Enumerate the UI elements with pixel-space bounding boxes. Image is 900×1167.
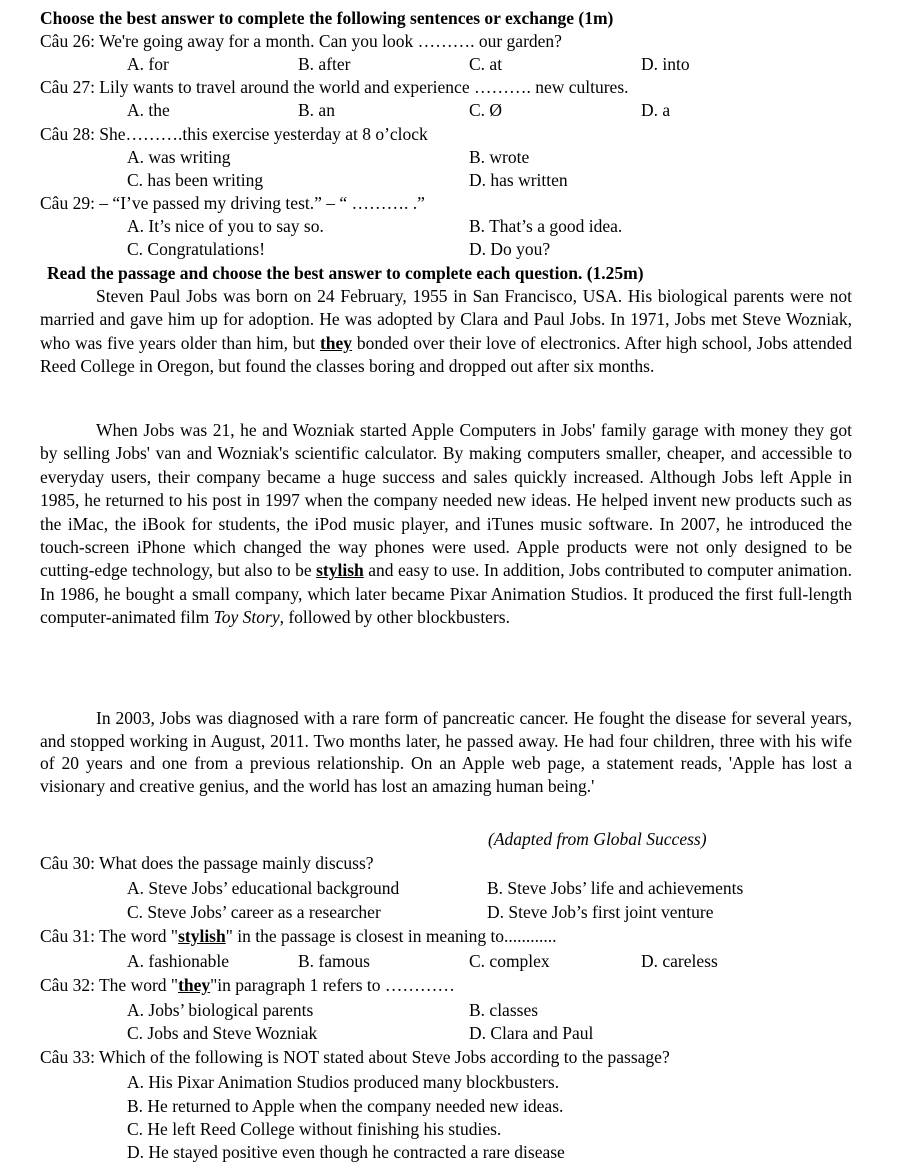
- q32-stem-a: Câu 32: The word ": [40, 975, 179, 995]
- q32-option-a[interactable]: A. Jobs’ biological parents: [127, 1000, 314, 1020]
- q28-stem: Câu 28: She……….this exercise yesterday at 8 o’clock: [40, 124, 428, 144]
- q32-option-d[interactable]: D. Clara and Paul: [469, 1023, 594, 1043]
- p1-text-a: Steven Paul Jobs was born on 24 February, 1955 in San Francisco, USA. His biological parents were not married and gave him up for adoption. He was adopted by Clara and Paul Jobs. In 1971, Jobs met Steve Wozniak, who was five years older than him, but: [40, 286, 852, 353]
- q28-option-d[interactable]: D. has written: [469, 170, 568, 190]
- q31-option-b[interactable]: B. famous: [298, 951, 370, 971]
- q26-option-c[interactable]: C. at: [469, 54, 503, 74]
- q33-option-a[interactable]: A. His Pixar Animation Studios produced many blockbusters.: [127, 1072, 560, 1092]
- q30-option-b[interactable]: B. Steve Jobs’ life and achievements: [487, 878, 744, 898]
- section1-heading: Choose the best answer to complete the following sentences or exchange (1m): [40, 8, 614, 28]
- q28-option-a[interactable]: A. was writing: [127, 147, 231, 167]
- q30-stem: Câu 30: What does the passage mainly discuss?: [40, 853, 374, 873]
- q27-stem: Câu 27: Lily wants to travel around the world and experience ………. new cultures.: [40, 77, 629, 97]
- q29-option-b[interactable]: B. That’s a good idea.: [469, 216, 623, 236]
- p1-word-they: they: [319, 332, 353, 353]
- q33-option-d[interactable]: D. He stayed positive even though he contracted a rare disease: [127, 1142, 565, 1162]
- q31-stem: [40, 925, 557, 947]
- q29-option-c[interactable]: C. Congratulations!: [127, 239, 266, 259]
- p2-text-a: When Jobs was 21, he and Wozniak started Apple Computers in Jobs' family garage with money they got by selling Jobs' van and Wozniak's scientific calculator. By making computers smaller, cheaper, and accessible to everyday users, their company became a huge success and sales quickly increased. Although Jobs left Apple in 1985, he returned to his post in 1997 when the company needed new ideas. He helped invent new products such as the iMac, the iBook for students, the iPod music player, and iTunes music software. In 2007, he introduced the touch-screen iPhone which changed the way phones were used. Apple products were not only designed to be cutting-edge technology, but also to be: [40, 420, 852, 581]
- q29-option-a[interactable]: A. It’s nice of you to say so.: [127, 216, 324, 236]
- q32-option-b[interactable]: B. classes: [469, 1000, 539, 1020]
- q32-option-c[interactable]: C. Jobs and Steve Wozniak: [127, 1023, 318, 1043]
- p3-text: In 2003, Jobs was diagnosed with a rare form of pancreatic cancer. He fought the disease for several years, and stopped working in August, 2011. Two months later, he passed away. He had four children, three with his wife of 20 years and one from a previous relationship. On an Apple web page, a statement reads, 'Apple has lost a visionary and creative genius, and the world has lost an amazing human being.': [40, 708, 852, 796]
- q31-stem-b: " in the passage is closest in meaning to............: [225, 926, 557, 946]
- p1-text-b: bonded over their love of electronics. After high school, Jobs attended Reed College in Oregon, but found the classes boring and dropped out after six months.: [40, 332, 853, 377]
- section2-heading: Read the passage and choose the best answer to complete each question. (1.25m): [47, 263, 644, 283]
- q33-option-b[interactable]: B. He returned to Apple when the company needed new ideas.: [127, 1096, 564, 1116]
- q26-option-d[interactable]: D. into: [641, 54, 690, 74]
- q31-option-a[interactable]: A. fashionable: [127, 951, 230, 971]
- q32-stem-b: "in paragraph 1 refers to …………: [210, 975, 455, 995]
- q32-stem: [40, 974, 455, 996]
- q29-stem: Câu 29: – “I’ve passed my driving test.” – “ ………. .”: [40, 193, 425, 213]
- q27-option-a[interactable]: A. the: [127, 100, 170, 120]
- p2-text-b: and easy to use. In addition, Jobs contributed to computer animation. In 1986, he bought a small company, which later became Pixar Animation Studios. It produced the first full-length computer-animated film: [40, 560, 852, 628]
- q31-option-c[interactable]: C. complex: [469, 951, 550, 971]
- passage-paragraph-3: [40, 707, 852, 797]
- q33-option-c[interactable]: C. He left Reed College without finishing his studies.: [127, 1119, 502, 1139]
- q28-option-c[interactable]: C. has been writing: [127, 170, 264, 190]
- q27-option-d[interactable]: D. a: [641, 100, 671, 120]
- q31-option-d[interactable]: D. careless: [641, 951, 718, 971]
- q33-stem: Câu 33: Which of the following is NOT stated about Steve Jobs according to the passage?: [40, 1047, 670, 1067]
- q27-option-c[interactable]: C. Ø: [469, 100, 503, 120]
- passage-paragraph-1: [40, 285, 852, 379]
- q30-option-d[interactable]: D. Steve Job’s first joint venture: [487, 902, 714, 922]
- passage-paragraph-2: [40, 419, 852, 630]
- q26-option-b[interactable]: B. after: [298, 54, 351, 74]
- q30-option-a[interactable]: A. Steve Jobs’ educational background: [127, 878, 400, 898]
- passage-source: (Adapted from Global Success): [488, 829, 707, 849]
- q26-option-a[interactable]: A. for: [127, 54, 169, 74]
- q26-stem: Câu 26: We're going away for a month. Can you look ………. our garden?: [40, 31, 562, 51]
- p2-film-title: Toy Story: [213, 607, 280, 628]
- p2-text-c: , followed by other blockbusters.: [279, 607, 510, 628]
- q27-option-b[interactable]: B. an: [298, 100, 335, 120]
- q28-option-b[interactable]: B. wrote: [469, 147, 530, 167]
- q29-option-d[interactable]: D. Do you?: [469, 239, 551, 259]
- q31-stem-a: Câu 31: The word ": [40, 926, 179, 946]
- p2-word-stylish: stylish: [316, 560, 364, 581]
- q30-option-c[interactable]: C. Steve Jobs’ career as a researcher: [127, 902, 381, 922]
- q32-keyword: they: [178, 975, 211, 995]
- q31-keyword: stylish: [178, 926, 226, 946]
